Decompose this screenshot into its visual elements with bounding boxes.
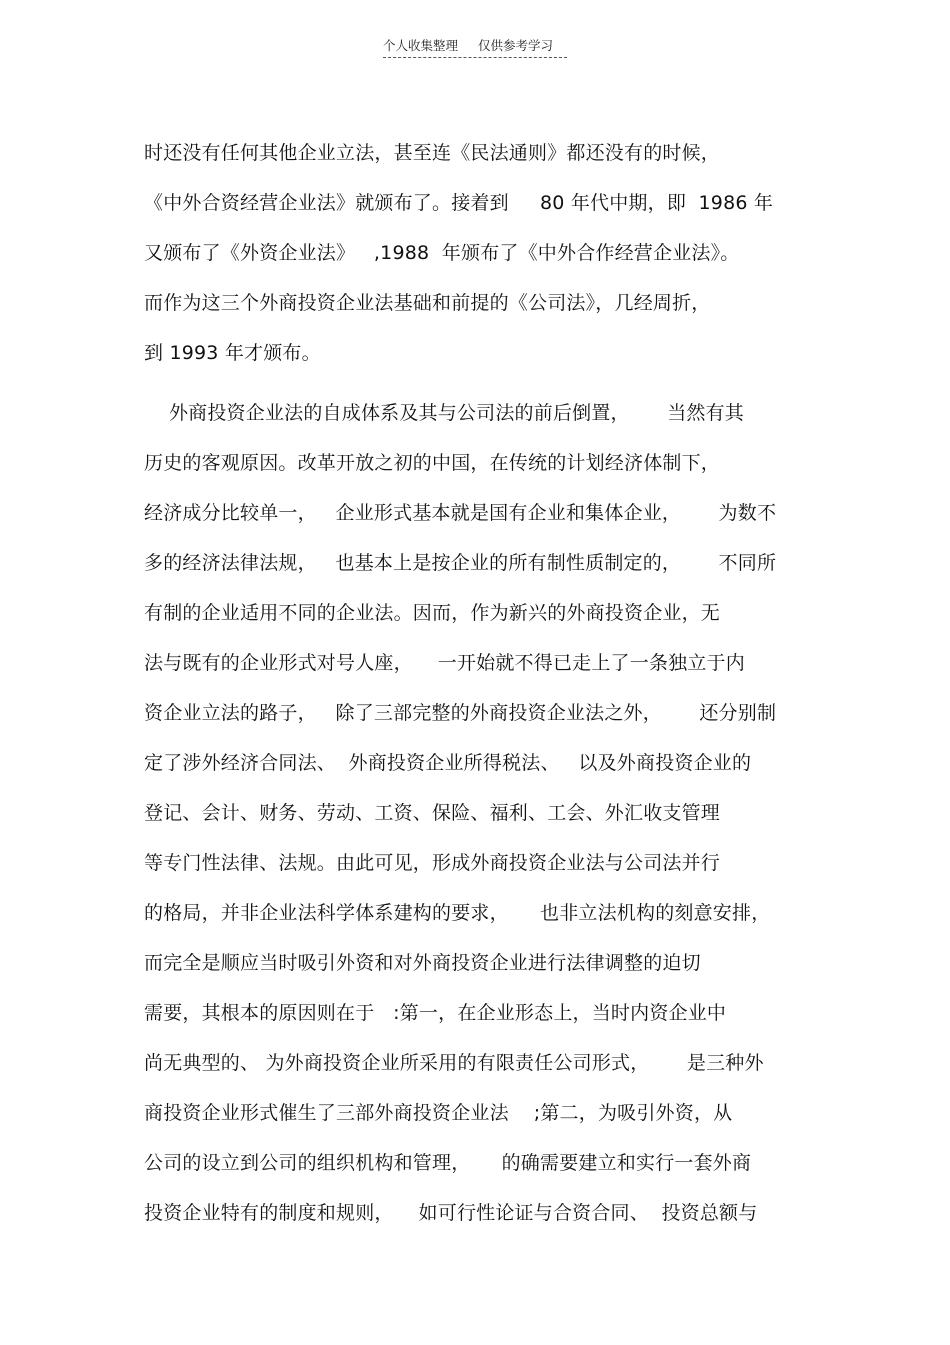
paragraph-spacer xyxy=(144,378,824,388)
text-line: 时还没有任何其他企业立法，甚至连《民法通则》都还没有的时候， xyxy=(144,142,721,164)
text-line: 需要，其根本的原因则在于 :第一，在企业形态上，当时内资企业中 xyxy=(144,1002,727,1024)
text-line: 商投资企业形式催生了三部外商投资企业法 ;第二，为吸引外资，从 xyxy=(144,1102,733,1124)
text-line: 有制的企业适用不同的企业法。因而，作为新兴的外商投资企业，无 xyxy=(144,602,721,624)
text-line: 资企业立法的路子， 除了三部完整的外商投资企业法之外， 还分别制 xyxy=(144,702,777,724)
page-header xyxy=(383,36,567,58)
text-line: 到 1993 年才颁布。 xyxy=(144,342,321,364)
paragraph-1 xyxy=(144,128,824,378)
header-right-text: 仅供参考学习 xyxy=(478,38,554,53)
text-line: 而作为这三个外商投资企业法基础和前提的《公司法》，几经周折， xyxy=(144,292,711,314)
text-line: 尚无典型的、 为外商投资企业所采用的有限责任公司形式， 是三种外 xyxy=(144,1052,764,1074)
header-left-text: 个人收集整理 xyxy=(383,38,459,53)
text-line: 等专门性法律、法规。由此可见，形成外商投资企业法与公司法并行 xyxy=(144,852,721,874)
paragraph-2 xyxy=(144,388,824,1238)
text-line: 多的经济法律法规， 也基本上是按企业的所有制性质制定的， 不同所 xyxy=(144,552,777,574)
text-line: 又颁布了《外资企业法》 ,1988 年颁布了《中外合作经营企业法》。 xyxy=(144,242,740,264)
text-line: 法与既有的企业形式对号人座， 一开始就不得已走上了一条独立于内 xyxy=(144,652,745,674)
text-line: 外商投资企业法的自成体系及其与公司法的前后倒置， 当然有其 xyxy=(144,402,744,424)
text-line: 《中外合资经营企业法》就颁布了。接着到 80 年代中期，即 1986 年 xyxy=(144,192,774,214)
text-line: 登记、会计、财务、劳动、工资、保险、福利、工会、外汇收支管理 xyxy=(144,802,721,824)
text-line: 历史的客观原因。改革开放之初的中国，在传统的计划经济体制下， xyxy=(144,452,721,474)
text-line: 的格局，并非企业法科学体系建构的要求， 也非立法机构的刻意安排， xyxy=(144,902,771,924)
document-body xyxy=(144,128,824,1238)
text-line: 经济成分比较单一， 企业形式基本就是国有企业和集体企业， 为数不 xyxy=(144,502,777,524)
text-line: 投资企业特有的制度和规则， 如可行性论证与合资合同、 投资总额与 xyxy=(144,1202,758,1224)
text-line: 公司的设立到公司的组织机构和管理， 的确需要建立和实行一套外商 xyxy=(144,1152,752,1174)
text-line: 定了涉外经济合同法、 外商投资企业所得税法、 以及外商投资企业的 xyxy=(144,752,752,774)
text-line: 而完全是顺应当时吸引外资和对外商投资企业进行法律调整的迫切 xyxy=(144,952,701,974)
